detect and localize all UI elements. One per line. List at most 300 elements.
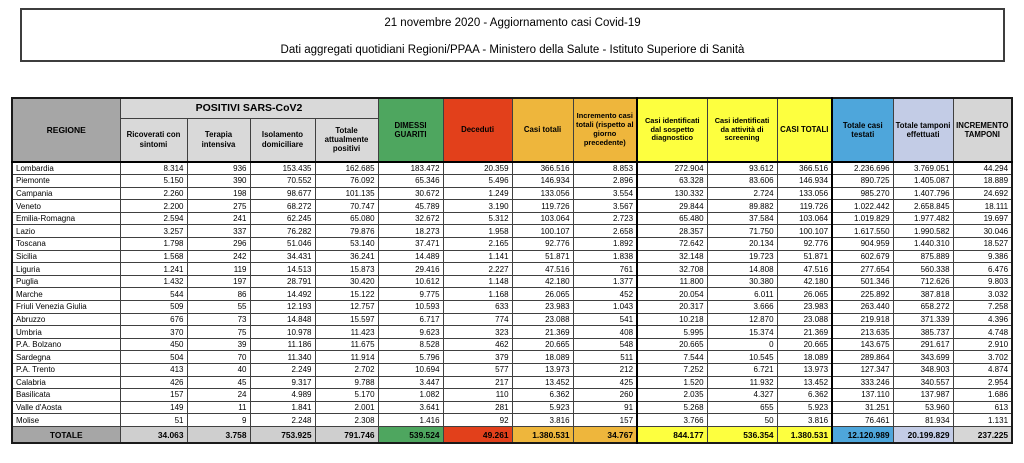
- value-cell: 39: [187, 338, 250, 351]
- value-cell: 12.757: [315, 301, 378, 314]
- value-cell: 127.347: [832, 364, 893, 377]
- totale-value-cell: 49.261: [443, 426, 512, 443]
- value-cell: 577: [443, 364, 512, 377]
- value-cell: 19.697: [953, 212, 1012, 225]
- value-cell: 985.270: [832, 187, 893, 200]
- value-cell: 275: [187, 200, 250, 213]
- value-cell: 602.679: [832, 250, 893, 263]
- value-cell: 676: [120, 313, 187, 326]
- value-cell: 65.480: [637, 212, 707, 225]
- value-cell: 425: [573, 376, 637, 389]
- value-cell: 100.107: [512, 225, 573, 238]
- value-cell: 348.903: [893, 364, 953, 377]
- value-cell: 8.528: [378, 338, 443, 351]
- value-cell: 6.476: [953, 263, 1012, 276]
- value-cell: 1.520: [637, 376, 707, 389]
- value-cell: 5.312: [443, 212, 512, 225]
- region-name-cell: Molise: [12, 414, 120, 427]
- value-cell: 5.150: [120, 175, 187, 188]
- value-cell: 875.889: [893, 250, 953, 263]
- value-cell: 2.227: [443, 263, 512, 276]
- region-name-cell: Sardegna: [12, 351, 120, 364]
- value-cell: 110: [443, 389, 512, 402]
- value-cell: 30.046: [953, 225, 1012, 238]
- value-cell: 11.800: [637, 275, 707, 288]
- value-cell: 162.685: [315, 162, 378, 175]
- totale-value-cell: 3.758: [187, 426, 250, 443]
- value-cell: 13.973: [512, 364, 573, 377]
- region-name-cell: Emilia-Romagna: [12, 212, 120, 225]
- value-cell: 2.658: [573, 225, 637, 238]
- value-cell: 9.386: [953, 250, 1012, 263]
- value-cell: 1.407.796: [893, 187, 953, 200]
- value-cell: 76.282: [250, 225, 315, 238]
- value-cell: 146.934: [777, 175, 832, 188]
- value-cell: 51.046: [250, 238, 315, 251]
- value-cell: 3.666: [707, 301, 777, 314]
- region-name-cell: Lombardia: [12, 162, 120, 175]
- region-name-cell: Marche: [12, 288, 120, 301]
- value-cell: 6.362: [777, 389, 832, 402]
- value-cell: 761: [573, 263, 637, 276]
- totale-value-cell: 237.225: [953, 426, 1012, 443]
- value-cell: 50: [707, 414, 777, 427]
- value-cell: 2.702: [315, 364, 378, 377]
- value-cell: 379: [443, 351, 512, 364]
- value-cell: 20.665: [777, 338, 832, 351]
- value-cell: 544: [120, 288, 187, 301]
- value-cell: 103.064: [512, 212, 573, 225]
- value-cell: 70.747: [315, 200, 378, 213]
- value-cell: 1.977.482: [893, 212, 953, 225]
- value-cell: 2.896: [573, 175, 637, 188]
- value-cell: 5.170: [315, 389, 378, 402]
- value-cell: 30.672: [378, 187, 443, 200]
- totale-value-cell: 34.767: [573, 426, 637, 443]
- value-cell: 712.626: [893, 275, 953, 288]
- value-cell: 3.816: [777, 414, 832, 427]
- value-cell: 18.089: [512, 351, 573, 364]
- header-row-groups: [12, 98, 1012, 118]
- value-cell: 387.818: [893, 288, 953, 301]
- value-cell: 450: [120, 338, 187, 351]
- value-cell: 183.472: [378, 162, 443, 175]
- value-cell: 153.435: [250, 162, 315, 175]
- value-cell: 15.122: [315, 288, 378, 301]
- value-cell: 2.249: [250, 364, 315, 377]
- column-header-terapia-intensiva: Terapia intensiva: [187, 118, 250, 162]
- value-cell: 2.723: [573, 212, 637, 225]
- value-cell: 1.043: [573, 301, 637, 314]
- table-row: [12, 376, 1012, 389]
- value-cell: 133.056: [512, 187, 573, 200]
- value-cell: 76.461: [832, 414, 893, 427]
- table-header: [12, 98, 1012, 162]
- totale-value-cell: 539.524: [378, 426, 443, 443]
- value-cell: 101.135: [315, 187, 378, 200]
- value-cell: 241: [187, 212, 250, 225]
- value-cell: 21.369: [777, 326, 832, 339]
- region-name-cell: Sicilia: [12, 250, 120, 263]
- region-name-cell: Liguria: [12, 263, 120, 276]
- value-cell: 1.568: [120, 250, 187, 263]
- totale-value-cell: 791.746: [315, 426, 378, 443]
- value-cell: 20.134: [707, 238, 777, 251]
- table-row: [12, 225, 1012, 238]
- value-cell: 119: [187, 263, 250, 276]
- value-cell: 3.702: [953, 351, 1012, 364]
- value-cell: 1.838: [573, 250, 637, 263]
- value-cell: 1.990.582: [893, 225, 953, 238]
- value-cell: 4.874: [953, 364, 1012, 377]
- value-cell: 219.918: [832, 313, 893, 326]
- value-cell: 29.416: [378, 263, 443, 276]
- value-cell: 296: [187, 238, 250, 251]
- table-row: [12, 250, 1012, 263]
- value-cell: 3.447: [378, 376, 443, 389]
- totale-value-cell: 844.177: [637, 426, 707, 443]
- table-row: [12, 364, 1012, 377]
- table-row: [12, 263, 1012, 276]
- value-cell: 37.471: [378, 238, 443, 251]
- table-row: [12, 401, 1012, 414]
- totale-value-cell: 34.063: [120, 426, 187, 443]
- value-cell: 86: [187, 288, 250, 301]
- table-row: [12, 414, 1012, 427]
- title-box: [20, 8, 1005, 62]
- value-cell: 6.717: [378, 313, 443, 326]
- value-cell: 14.848: [250, 313, 315, 326]
- value-cell: 212: [573, 364, 637, 377]
- table-row: [12, 200, 1012, 213]
- value-cell: 19.723: [707, 250, 777, 263]
- value-cell: 1.617.550: [832, 225, 893, 238]
- value-cell: 291.617: [893, 338, 953, 351]
- value-cell: 2.308: [315, 414, 378, 427]
- region-name-cell: Toscana: [12, 238, 120, 251]
- value-cell: 98.677: [250, 187, 315, 200]
- value-cell: 1.432: [120, 275, 187, 288]
- value-cell: 45: [187, 376, 250, 389]
- value-cell: 548: [573, 338, 637, 351]
- value-cell: 1.148: [443, 275, 512, 288]
- value-cell: 71.750: [707, 225, 777, 238]
- value-cell: 24.692: [953, 187, 1012, 200]
- value-cell: 1.168: [443, 288, 512, 301]
- region-name-cell: Calabria: [12, 376, 120, 389]
- value-cell: 23.088: [777, 313, 832, 326]
- value-cell: 1.958: [443, 225, 512, 238]
- value-cell: 904.959: [832, 238, 893, 251]
- value-cell: 3.766: [637, 414, 707, 427]
- value-cell: 13.452: [512, 376, 573, 389]
- value-cell: 2.165: [443, 238, 512, 251]
- value-cell: 10.218: [637, 313, 707, 326]
- value-cell: 32.708: [637, 263, 707, 276]
- value-cell: 613: [953, 401, 1012, 414]
- region-name-cell: Puglia: [12, 275, 120, 288]
- region-name-cell: Valle d'Aosta: [12, 401, 120, 414]
- table-row: [12, 326, 1012, 339]
- value-cell: 333.246: [832, 376, 893, 389]
- value-cell: 10.978: [250, 326, 315, 339]
- value-cell: 936: [187, 162, 250, 175]
- value-cell: 5.496: [443, 175, 512, 188]
- value-cell: 408: [573, 326, 637, 339]
- value-cell: 3.769.051: [893, 162, 953, 175]
- value-cell: 277.654: [832, 263, 893, 276]
- value-cell: 3.554: [573, 187, 637, 200]
- value-cell: 323: [443, 326, 512, 339]
- value-cell: 633: [443, 301, 512, 314]
- value-cell: 89.882: [707, 200, 777, 213]
- value-cell: 337: [187, 225, 250, 238]
- value-cell: 42.180: [777, 275, 832, 288]
- value-cell: 9.788: [315, 376, 378, 389]
- value-cell: 72.642: [637, 238, 707, 251]
- value-cell: 83.606: [707, 175, 777, 188]
- value-cell: 13.973: [777, 364, 832, 377]
- totale-value-cell: 536.354: [707, 426, 777, 443]
- value-cell: 11: [187, 401, 250, 414]
- value-cell: 1.377: [573, 275, 637, 288]
- value-cell: 1.405.087: [893, 175, 953, 188]
- value-cell: 7.258: [953, 301, 1012, 314]
- value-cell: 509: [120, 301, 187, 314]
- value-cell: 42.180: [512, 275, 573, 288]
- value-cell: 1.841: [250, 401, 315, 414]
- value-cell: 18.111: [953, 200, 1012, 213]
- value-cell: 385.737: [893, 326, 953, 339]
- value-cell: 366.516: [512, 162, 573, 175]
- column-header-deceduti: Deceduti: [443, 98, 512, 162]
- value-cell: 51: [120, 414, 187, 427]
- region-name-cell: P.A. Bolzano: [12, 338, 120, 351]
- value-cell: 9.803: [953, 275, 1012, 288]
- value-cell: 9.775: [378, 288, 443, 301]
- value-cell: 2.236.696: [832, 162, 893, 175]
- value-cell: 8.314: [120, 162, 187, 175]
- value-cell: 79.876: [315, 225, 378, 238]
- value-cell: 18.889: [953, 175, 1012, 188]
- value-cell: 413: [120, 364, 187, 377]
- value-cell: 32.672: [378, 212, 443, 225]
- value-cell: 15.374: [707, 326, 777, 339]
- value-cell: 26.065: [512, 288, 573, 301]
- value-cell: 34.431: [250, 250, 315, 263]
- value-cell: 6.721: [707, 364, 777, 377]
- value-cell: 1.131: [953, 414, 1012, 427]
- value-cell: 20.665: [637, 338, 707, 351]
- value-cell: 2.248: [250, 414, 315, 427]
- value-cell: 65.346: [378, 175, 443, 188]
- value-cell: 289.864: [832, 351, 893, 364]
- value-cell: 1.416: [378, 414, 443, 427]
- totale-value-cell: 20.199.829: [893, 426, 953, 443]
- value-cell: 197: [187, 275, 250, 288]
- value-cell: 119.726: [777, 200, 832, 213]
- column-header-dimessi-guariti: DIMESSI GUARITI: [378, 98, 443, 162]
- value-cell: 198: [187, 187, 250, 200]
- value-cell: 12.193: [250, 301, 315, 314]
- column-header-incremento-casi-totali: Incremento casi totali (rispetto al giorno precedente): [573, 98, 637, 162]
- value-cell: 14.513: [250, 263, 315, 276]
- table-body: [12, 162, 1012, 443]
- value-cell: 3.190: [443, 200, 512, 213]
- totale-value-cell: 753.925: [250, 426, 315, 443]
- value-cell: 15.597: [315, 313, 378, 326]
- value-cell: 6.011: [707, 288, 777, 301]
- value-cell: 62.245: [250, 212, 315, 225]
- value-cell: 47.516: [512, 263, 573, 276]
- value-cell: 560.338: [893, 263, 953, 276]
- table-row: [12, 162, 1012, 175]
- value-cell: 18.089: [777, 351, 832, 364]
- value-cell: 371.339: [893, 313, 953, 326]
- column-header-casi-screening: Casi identificati da attività di screening: [707, 98, 777, 162]
- value-cell: 213.635: [832, 326, 893, 339]
- title-line-1: 21 novembre 2020 - Aggiornamento casi Covid-19: [384, 17, 641, 29]
- value-cell: 26.065: [777, 288, 832, 301]
- value-cell: 70.552: [250, 175, 315, 188]
- value-cell: 2.910: [953, 338, 1012, 351]
- value-cell: 53.960: [893, 401, 953, 414]
- value-cell: 5.923: [512, 401, 573, 414]
- region-name-cell: Veneto: [12, 200, 120, 213]
- value-cell: 11.423: [315, 326, 378, 339]
- value-cell: 47.516: [777, 263, 832, 276]
- value-cell: 890.725: [832, 175, 893, 188]
- column-header-regione: REGIONE: [12, 98, 120, 162]
- value-cell: 343.699: [893, 351, 953, 364]
- value-cell: 18.527: [953, 238, 1012, 251]
- value-cell: 4.748: [953, 326, 1012, 339]
- value-cell: 29.844: [637, 200, 707, 213]
- value-cell: 9: [187, 414, 250, 427]
- value-cell: 1.022.442: [832, 200, 893, 213]
- value-cell: 53.140: [315, 238, 378, 251]
- value-cell: 13.452: [777, 376, 832, 389]
- value-cell: 24: [187, 389, 250, 402]
- value-cell: 12.870: [707, 313, 777, 326]
- table-row: [12, 389, 1012, 402]
- value-cell: 14.808: [707, 263, 777, 276]
- column-header-isolamento-domiciliare: Isolamento domiciliare: [250, 118, 315, 162]
- value-cell: 40: [187, 364, 250, 377]
- value-cell: 426: [120, 376, 187, 389]
- value-cell: 11.186: [250, 338, 315, 351]
- value-cell: 14.492: [250, 288, 315, 301]
- value-cell: 2.200: [120, 200, 187, 213]
- value-cell: 63.328: [637, 175, 707, 188]
- value-cell: 2.954: [953, 376, 1012, 389]
- value-cell: 2.658.845: [893, 200, 953, 213]
- region-name-cell: P.A. Trento: [12, 364, 120, 377]
- value-cell: 81.934: [893, 414, 953, 427]
- value-cell: 511: [573, 351, 637, 364]
- column-header-totale-casi-testati: Totale casi testati: [832, 98, 893, 162]
- covid-data-table: [11, 97, 1013, 444]
- value-cell: 4.989: [250, 389, 315, 402]
- value-cell: 1.686: [953, 389, 1012, 402]
- table-row: [12, 338, 1012, 351]
- value-cell: 137.987: [893, 389, 953, 402]
- value-cell: 0: [707, 338, 777, 351]
- value-cell: 5.268: [637, 401, 707, 414]
- totale-value-cell: 1.380.531: [512, 426, 573, 443]
- value-cell: 5.796: [378, 351, 443, 364]
- value-cell: 9.623: [378, 326, 443, 339]
- value-cell: 5.995: [637, 326, 707, 339]
- value-cell: 103.064: [777, 212, 832, 225]
- value-cell: 2.035: [637, 389, 707, 402]
- value-cell: 31.251: [832, 401, 893, 414]
- value-cell: 55: [187, 301, 250, 314]
- value-cell: 137.110: [832, 389, 893, 402]
- table-row: [12, 301, 1012, 314]
- value-cell: 91: [573, 401, 637, 414]
- value-cell: 51.871: [512, 250, 573, 263]
- value-cell: 462: [443, 338, 512, 351]
- table-row: [12, 313, 1012, 326]
- column-header-casi-totali-maiuscolo: CASI TOTALI: [777, 98, 832, 162]
- value-cell: 10.545: [707, 351, 777, 364]
- value-cell: 1.141: [443, 250, 512, 263]
- table-row: [12, 288, 1012, 301]
- value-cell: 10.694: [378, 364, 443, 377]
- value-cell: 1.249: [443, 187, 512, 200]
- value-cell: 92.776: [777, 238, 832, 251]
- value-cell: 10.593: [378, 301, 443, 314]
- value-cell: 366.516: [777, 162, 832, 175]
- value-cell: 2.594: [120, 212, 187, 225]
- value-cell: 6.362: [512, 389, 573, 402]
- value-cell: 281: [443, 401, 512, 414]
- value-cell: 93.612: [707, 162, 777, 175]
- value-cell: 20.359: [443, 162, 512, 175]
- value-cell: 3.257: [120, 225, 187, 238]
- value-cell: 76.092: [315, 175, 378, 188]
- value-cell: 2.001: [315, 401, 378, 414]
- column-header-totale-attualmente-positivi: Totale attualmente positivi: [315, 118, 378, 162]
- value-cell: 157: [120, 389, 187, 402]
- value-cell: 390: [187, 175, 250, 188]
- value-cell: 774: [443, 313, 512, 326]
- value-cell: 130.332: [637, 187, 707, 200]
- value-cell: 3.567: [573, 200, 637, 213]
- value-cell: 11.914: [315, 351, 378, 364]
- value-cell: 133.056: [777, 187, 832, 200]
- value-cell: 146.934: [512, 175, 573, 188]
- value-cell: 70: [187, 351, 250, 364]
- value-cell: 44.294: [953, 162, 1012, 175]
- value-cell: 11.675: [315, 338, 378, 351]
- value-cell: 4.327: [707, 389, 777, 402]
- value-cell: 3.641: [378, 401, 443, 414]
- title-line-2: Dati aggregati quotidiani Regioni/PPAA - Ministero della Salute - Istituto Superiore di Sanità: [280, 44, 745, 56]
- value-cell: 504: [120, 351, 187, 364]
- value-cell: 45.789: [378, 200, 443, 213]
- table-row: [12, 238, 1012, 251]
- value-cell: 157: [573, 414, 637, 427]
- value-cell: 2.260: [120, 187, 187, 200]
- value-cell: 4.396: [953, 313, 1012, 326]
- value-cell: 32.148: [637, 250, 707, 263]
- value-cell: 30.420: [315, 275, 378, 288]
- value-cell: 3.032: [953, 288, 1012, 301]
- value-cell: 217: [443, 376, 512, 389]
- value-cell: 15.873: [315, 263, 378, 276]
